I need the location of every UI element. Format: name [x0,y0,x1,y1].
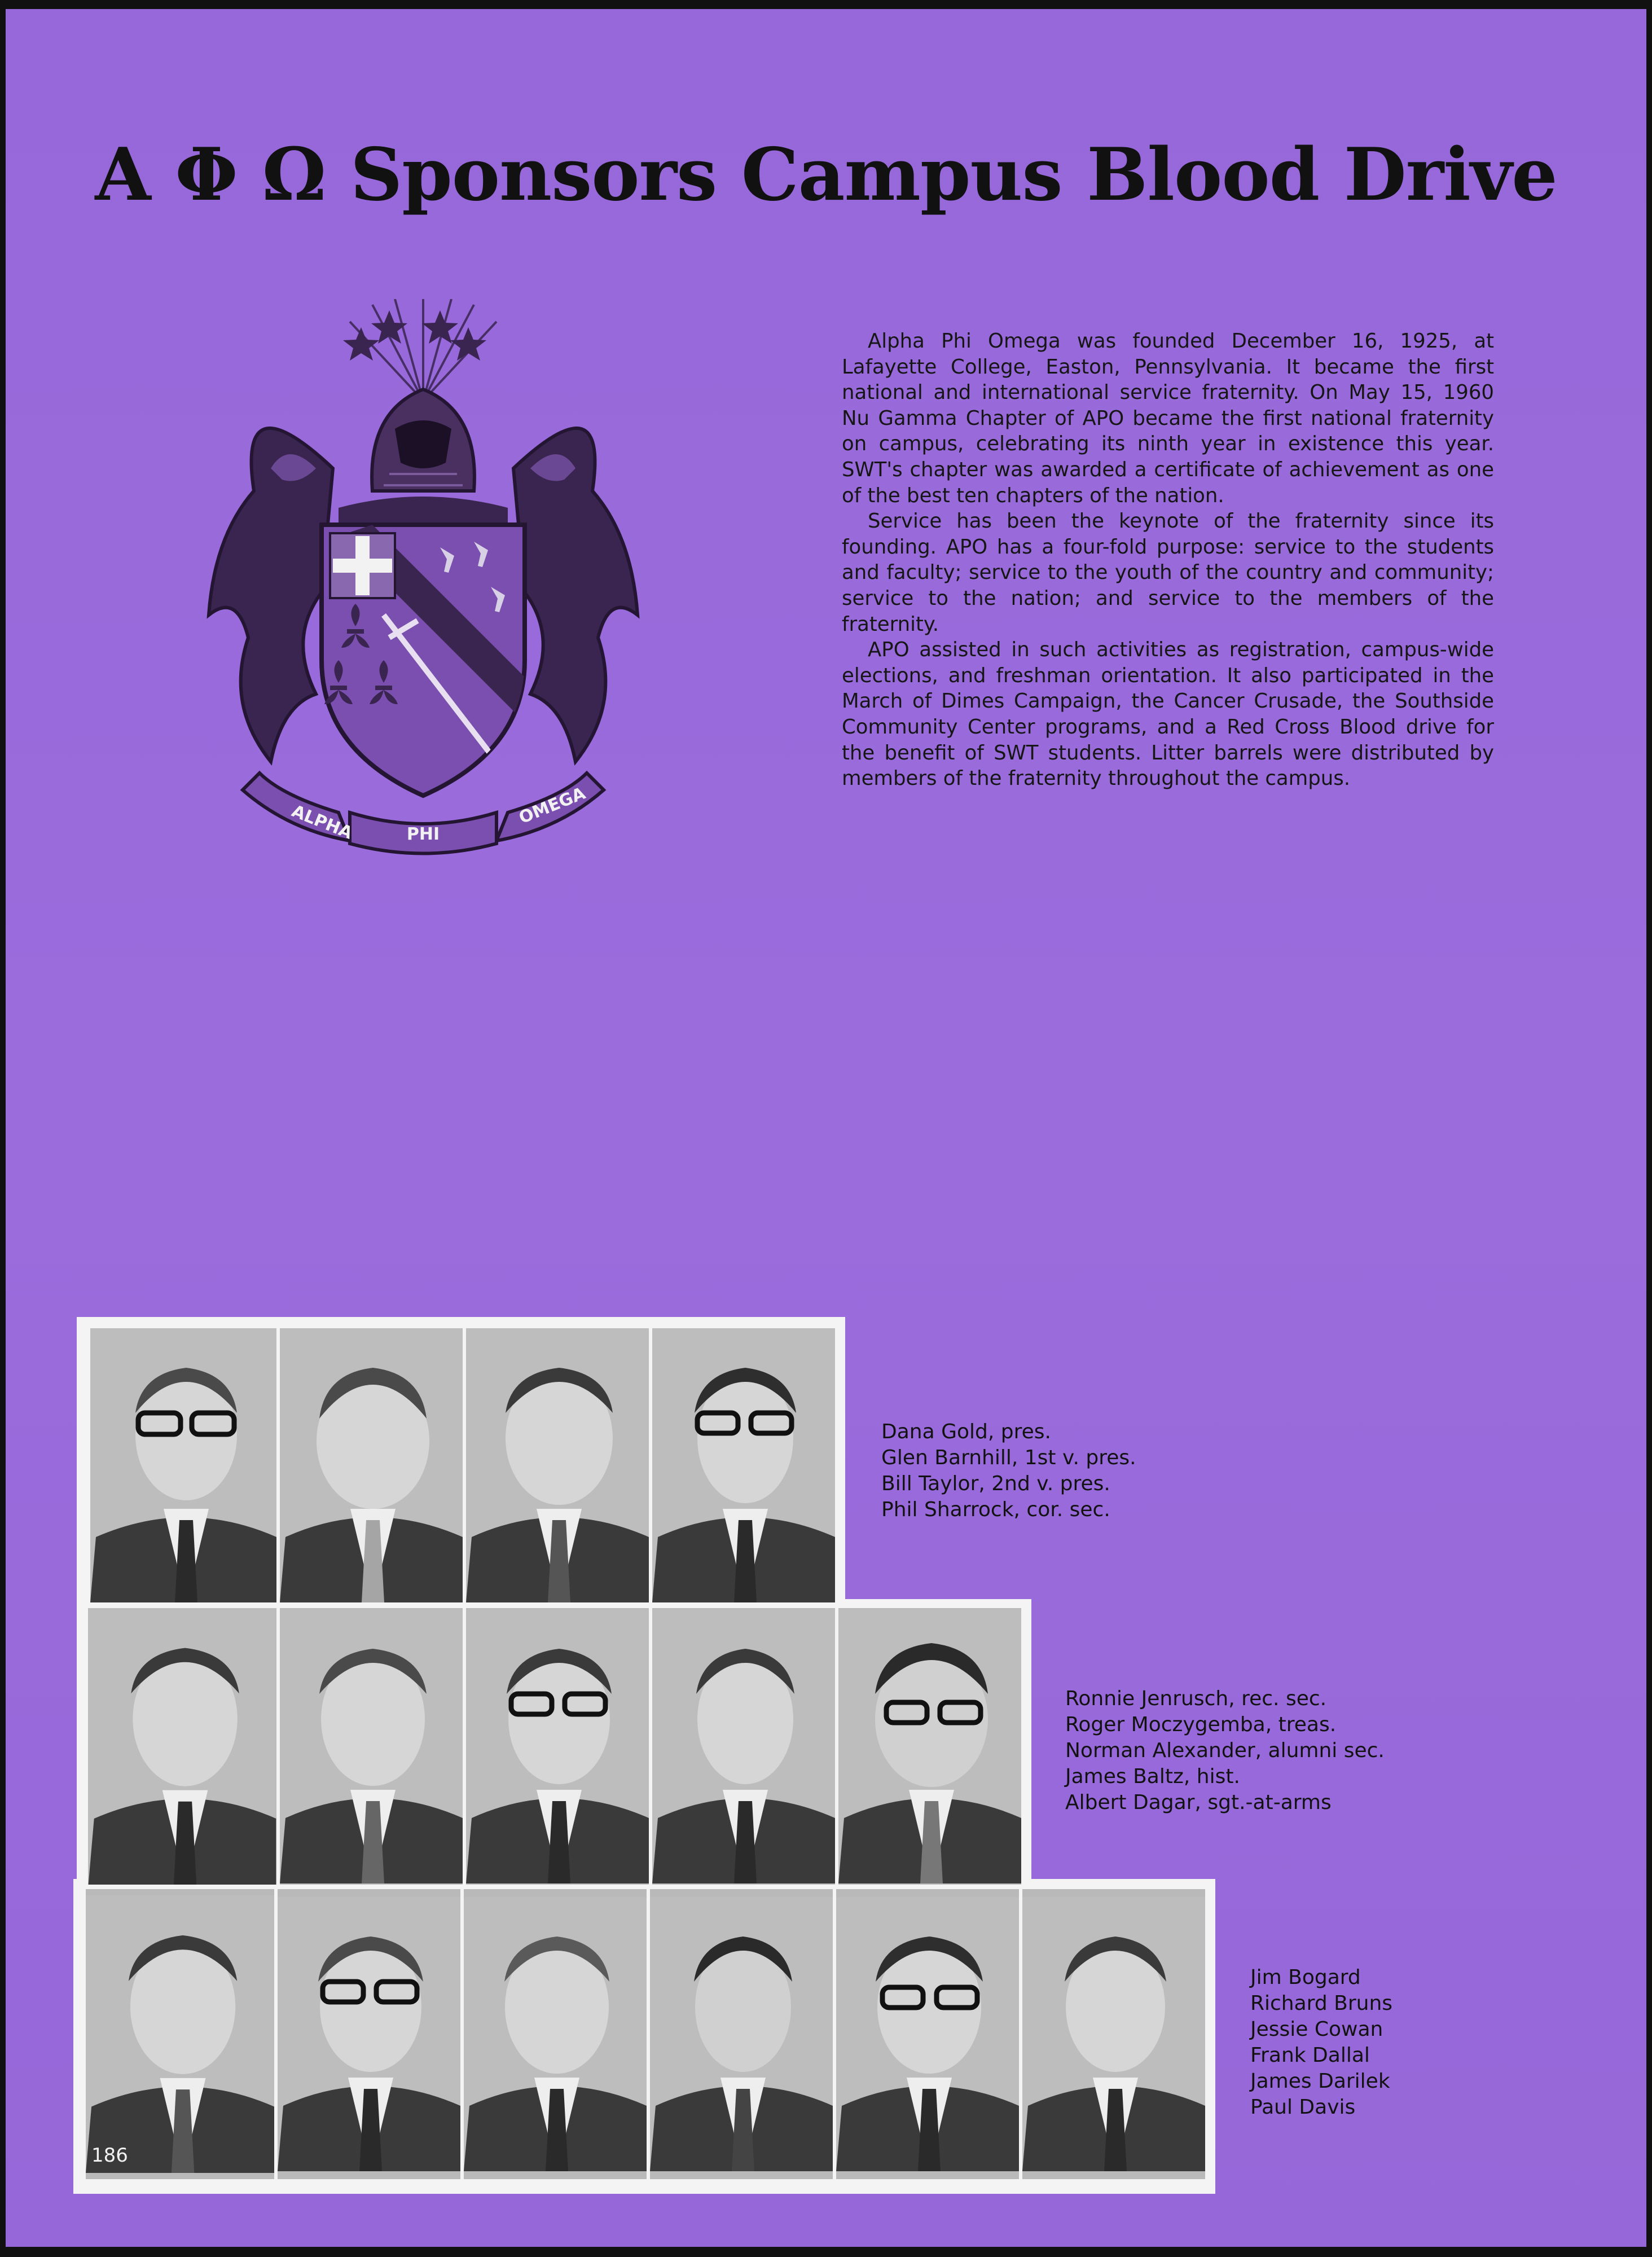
portrait [280,1328,463,1602]
crest-banner-left: ALPHA [289,801,355,844]
portrait [1022,1889,1205,2179]
portrait [466,1608,649,1885]
caption-line: Norman Alexander, alumni sec. [1065,1739,1385,1762]
portrait [836,1889,1019,2179]
caption-line: Phil Sharrock, cor. sec. [881,1498,1110,1521]
caption-line: Albert Dagar, sgt.-at-arms [1065,1791,1332,1814]
portrait [280,1608,463,1885]
caption-line: Bill Taylor, 2nd v. pres. [881,1472,1110,1495]
caption-line: Richard Bruns [1250,1992,1393,2015]
crest-banner-center: PHI [406,824,440,844]
caption-line: Ronnie Jenrusch, rec. sec. [1065,1687,1327,1710]
page-number: 186 [91,2144,128,2167]
caption-line: James Darilek [1250,2070,1390,2093]
paragraph-history: Alpha Phi Omega was founded December 16, 1925, at Lafayette College, Easton, Pennsylvania. It became the first national and international service fraternity. On May 15, 1960 Nu Gamma Chapter of APO became the first national fraternity on campus, celebrating its ninth year in existence this year. SWT's chapter was awarded a certificate of achievement as one of the best ten chapters of the nation. [842,330,1494,507]
caption-line: James Baltz, hist. [1065,1765,1240,1788]
caption-line: Jim Bogard [1250,1966,1361,1989]
paragraph-activities: APO assisted in such activities as registration, campus-wide elections, and freshman orientation. It also participated in the March of Dimes Campaign, the Cancer Crusade, the Southside Community Center programs, and a Red Cross Blood drive for the benefit of SWT students. Litter barrels were distributed by members of the fraternity throughout the campus. [842,638,1494,791]
portrait [652,1608,835,1885]
page-title: Α Φ Ω Sponsors Campus Blood Drive [95,133,1557,217]
crest-banner-right: OMEGA [516,783,588,828]
portrait [466,1328,649,1602]
caption-line: Frank Dallal [1250,2044,1370,2067]
paragraph-purpose: Service has been the keynote of the fraternity since its founding. APO has a four-fold purpose: service to the students and faculty; service to the youth of the country and community; service to the nation; and service to the members of the fraternity. [842,510,1494,636]
article-body [842,328,1494,792]
portrait [88,1608,276,1885]
caption-members-row3 [1250,1965,1392,2120]
portrait [838,1608,1021,1885]
caption-officers-row1 [881,1419,1136,1523]
portrait [652,1328,835,1602]
portrait [86,1889,274,2179]
caption-line: Jessie Cowan [1250,2018,1383,2041]
portrait [464,1889,647,2179]
portrait [90,1328,276,1602]
caption-line: Dana Gold, pres. [881,1420,1051,1443]
portrait [278,1889,460,2179]
caption-line: Paul Davis [1250,2096,1356,2119]
portrait [650,1889,833,2179]
caption-officers-row2 [1065,1686,1385,1816]
fraternity-crest-icon [203,299,643,863]
caption-line: Roger Moczygemba, treas. [1065,1713,1337,1736]
caption-line: Glen Barnhill, 1st v. pres. [881,1446,1136,1469]
